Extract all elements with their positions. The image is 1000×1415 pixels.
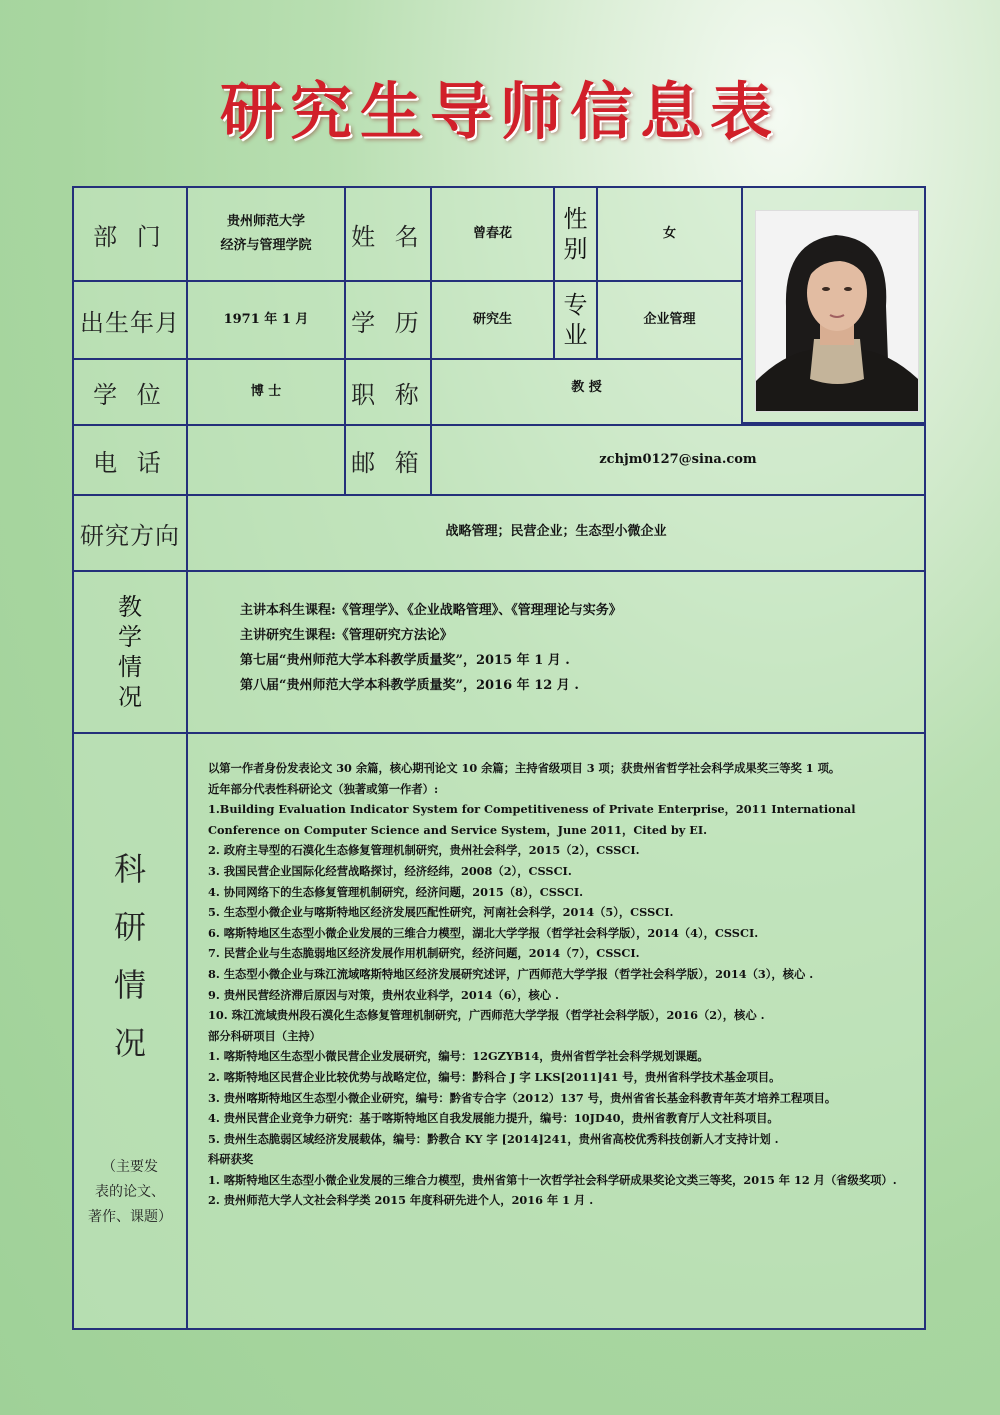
email-value: zchjm0127@sina.com xyxy=(430,424,926,496)
research-direction-label: 研究方向 xyxy=(72,494,188,572)
research-item: 3. 我国民营企业国际化经营战略探讨，经济经纬，2008（2），CSSCI. xyxy=(208,863,572,878)
research-label: 科 研 情 况 xyxy=(113,850,146,1062)
education-value: 研究生 xyxy=(430,280,555,360)
research-note: （主要发 表的论文、 著作、课题） xyxy=(88,1159,172,1225)
research-item: 科研获奖 xyxy=(208,1152,254,1167)
research-item: 7. 民营企业与生态脆弱地区经济发展作用机制研究，经济问题，2014（7），CSSCI. xyxy=(208,946,640,961)
gender-label: 性 别 xyxy=(553,186,598,282)
research-item: 4. 协同网络下的生态修复管理机制研究，经济问题，2015（8），CSSCI. xyxy=(208,884,584,899)
research-direction-value: 战略管理；民营企业；生态型小微企业 xyxy=(186,494,926,572)
research-item: 1.Building Evaluation Indicator System for Competitiveness of Private Enterprise，2011 International Conference on Computer Science and Service System，June 2011，Cited by EI. xyxy=(208,802,856,837)
research-item: 9. 贵州民营经济滞后原因与对策，贵州农业科学，2014（6），核心 . xyxy=(208,987,559,1002)
major-label: 专 业 xyxy=(553,280,598,360)
research-item: 2. 喀斯特地区民营企业比较优势与战略定位，编号：黔科合 J 字 LKS[2011]41 号，贵州省科学技术基金项目。 xyxy=(208,1069,781,1084)
title-value: 教 授 xyxy=(430,358,743,426)
teaching-item: 主讲研究生课程:《管理研究方法论》 xyxy=(240,628,453,643)
phone-value xyxy=(186,424,346,496)
degree-value: 博 士 xyxy=(186,358,346,426)
teaching-item: 第八届“贵州师范大学本科教学质量奖”，2016 年 12 月 . xyxy=(240,678,579,693)
research-item: 1. 喀斯特地区生态型小微企业发展的三维合力模型，贵州省第十一次哲学社会科学研成果奖论文类三等奖，2015 年 12 月（省级奖项）. xyxy=(208,1172,897,1187)
page-title: 研究生导师信息表 xyxy=(219,75,780,148)
degree-label: 学 位 xyxy=(72,358,188,426)
name-value: 曾春花 xyxy=(430,186,555,282)
research-item: 1. 喀斯特地区生态型小微民营企业发展研究，编号：12GZYB14，贵州省哲学社会科学规划课题。 xyxy=(208,1049,709,1064)
research-item: 10. 珠江流域贵州段石漠化生态修复管理机制研究，广西师范大学学报（哲学社会科学版），2016（2），核心 . xyxy=(208,1008,765,1023)
teaching-label: 教 学 情 况 xyxy=(72,570,188,734)
research-list xyxy=(208,758,903,1211)
birth-label: 出生年月 xyxy=(72,280,188,360)
research-item: 5. 生态型小微企业与喀斯特地区经济发展匹配性研究，河南社会科学，2014（5），CSSCI. xyxy=(208,905,674,920)
research-item: 以第一作者身份发表论文 30 余篇，核心期刊论文 10 余篇；主持省级项目 3 项；获贵州省哲学社会科学成果奖三等奖 1 项。 xyxy=(208,761,841,775)
research-item: 近年部分代表性科研论文（独著或第一作者）: xyxy=(208,781,439,796)
department-value: 贵州师范大学 经济与管理学院 xyxy=(186,186,346,282)
birth-value: 1971 年 1 月 xyxy=(186,280,346,360)
research-item: 6. 喀斯特地区生态型小微企业发展的三维合力模型，湖北大学学报（哲学社会科学版），2014（4），CSSCI. xyxy=(208,925,759,940)
research-item: 部分科研项目（主持） xyxy=(208,1028,321,1043)
gender-value: 女 xyxy=(596,186,743,282)
research-item: 5. 贵州生态脆弱区域经济发展载体，编号：黔教合 KY 字 [2014]241，贵州省高校优秀科技创新人才支持计划 . xyxy=(208,1131,779,1146)
department-label: 部 门 xyxy=(72,186,188,282)
portrait-photo xyxy=(755,210,919,412)
title-label: 职 称 xyxy=(344,358,432,426)
research-item: 3. 贵州喀斯特地区生态型小微企业研究，编号：黔省专合字（2012）137 号，贵州省省长基金科教青年英才培养工程项目。 xyxy=(208,1090,837,1105)
research-item: 2. 贵州师范大学人文社会科学类 2015 年度科研先进个人，2016 年 1 月 . xyxy=(208,1193,594,1208)
education-label: 学 历 xyxy=(344,280,432,360)
email-label: 邮 箱 xyxy=(344,424,432,496)
teaching-item: 主讲本科生课程:《管理学》、《企业战略管理》、《管理理论与实务》 xyxy=(240,603,622,618)
research-item: 2. 政府主导型的石漠化生态修复管理机制研究，贵州社会科学，2015（2），CSSCI. xyxy=(208,843,640,858)
name-label: 姓 名 xyxy=(344,186,432,282)
teaching-list xyxy=(240,598,622,698)
research-item: 4. 贵州民营企业竞争力研究：基于喀斯特地区自我发展能力提升，编号：10JD40，贵州省教育厅人文社科项目。 xyxy=(208,1111,779,1126)
phone-label: 电 话 xyxy=(72,424,188,496)
major-value: 企业管理 xyxy=(596,280,743,360)
teaching-item: 第七届“贵州师范大学本科教学质量奖”，2015 年 1 月 . xyxy=(240,653,570,668)
research-item: 8. 生态型小微企业与珠江流域喀斯特地区经济发展研究述评，广西师范大学学报（哲学社会科学版），2014（3），核心 . xyxy=(208,966,814,981)
